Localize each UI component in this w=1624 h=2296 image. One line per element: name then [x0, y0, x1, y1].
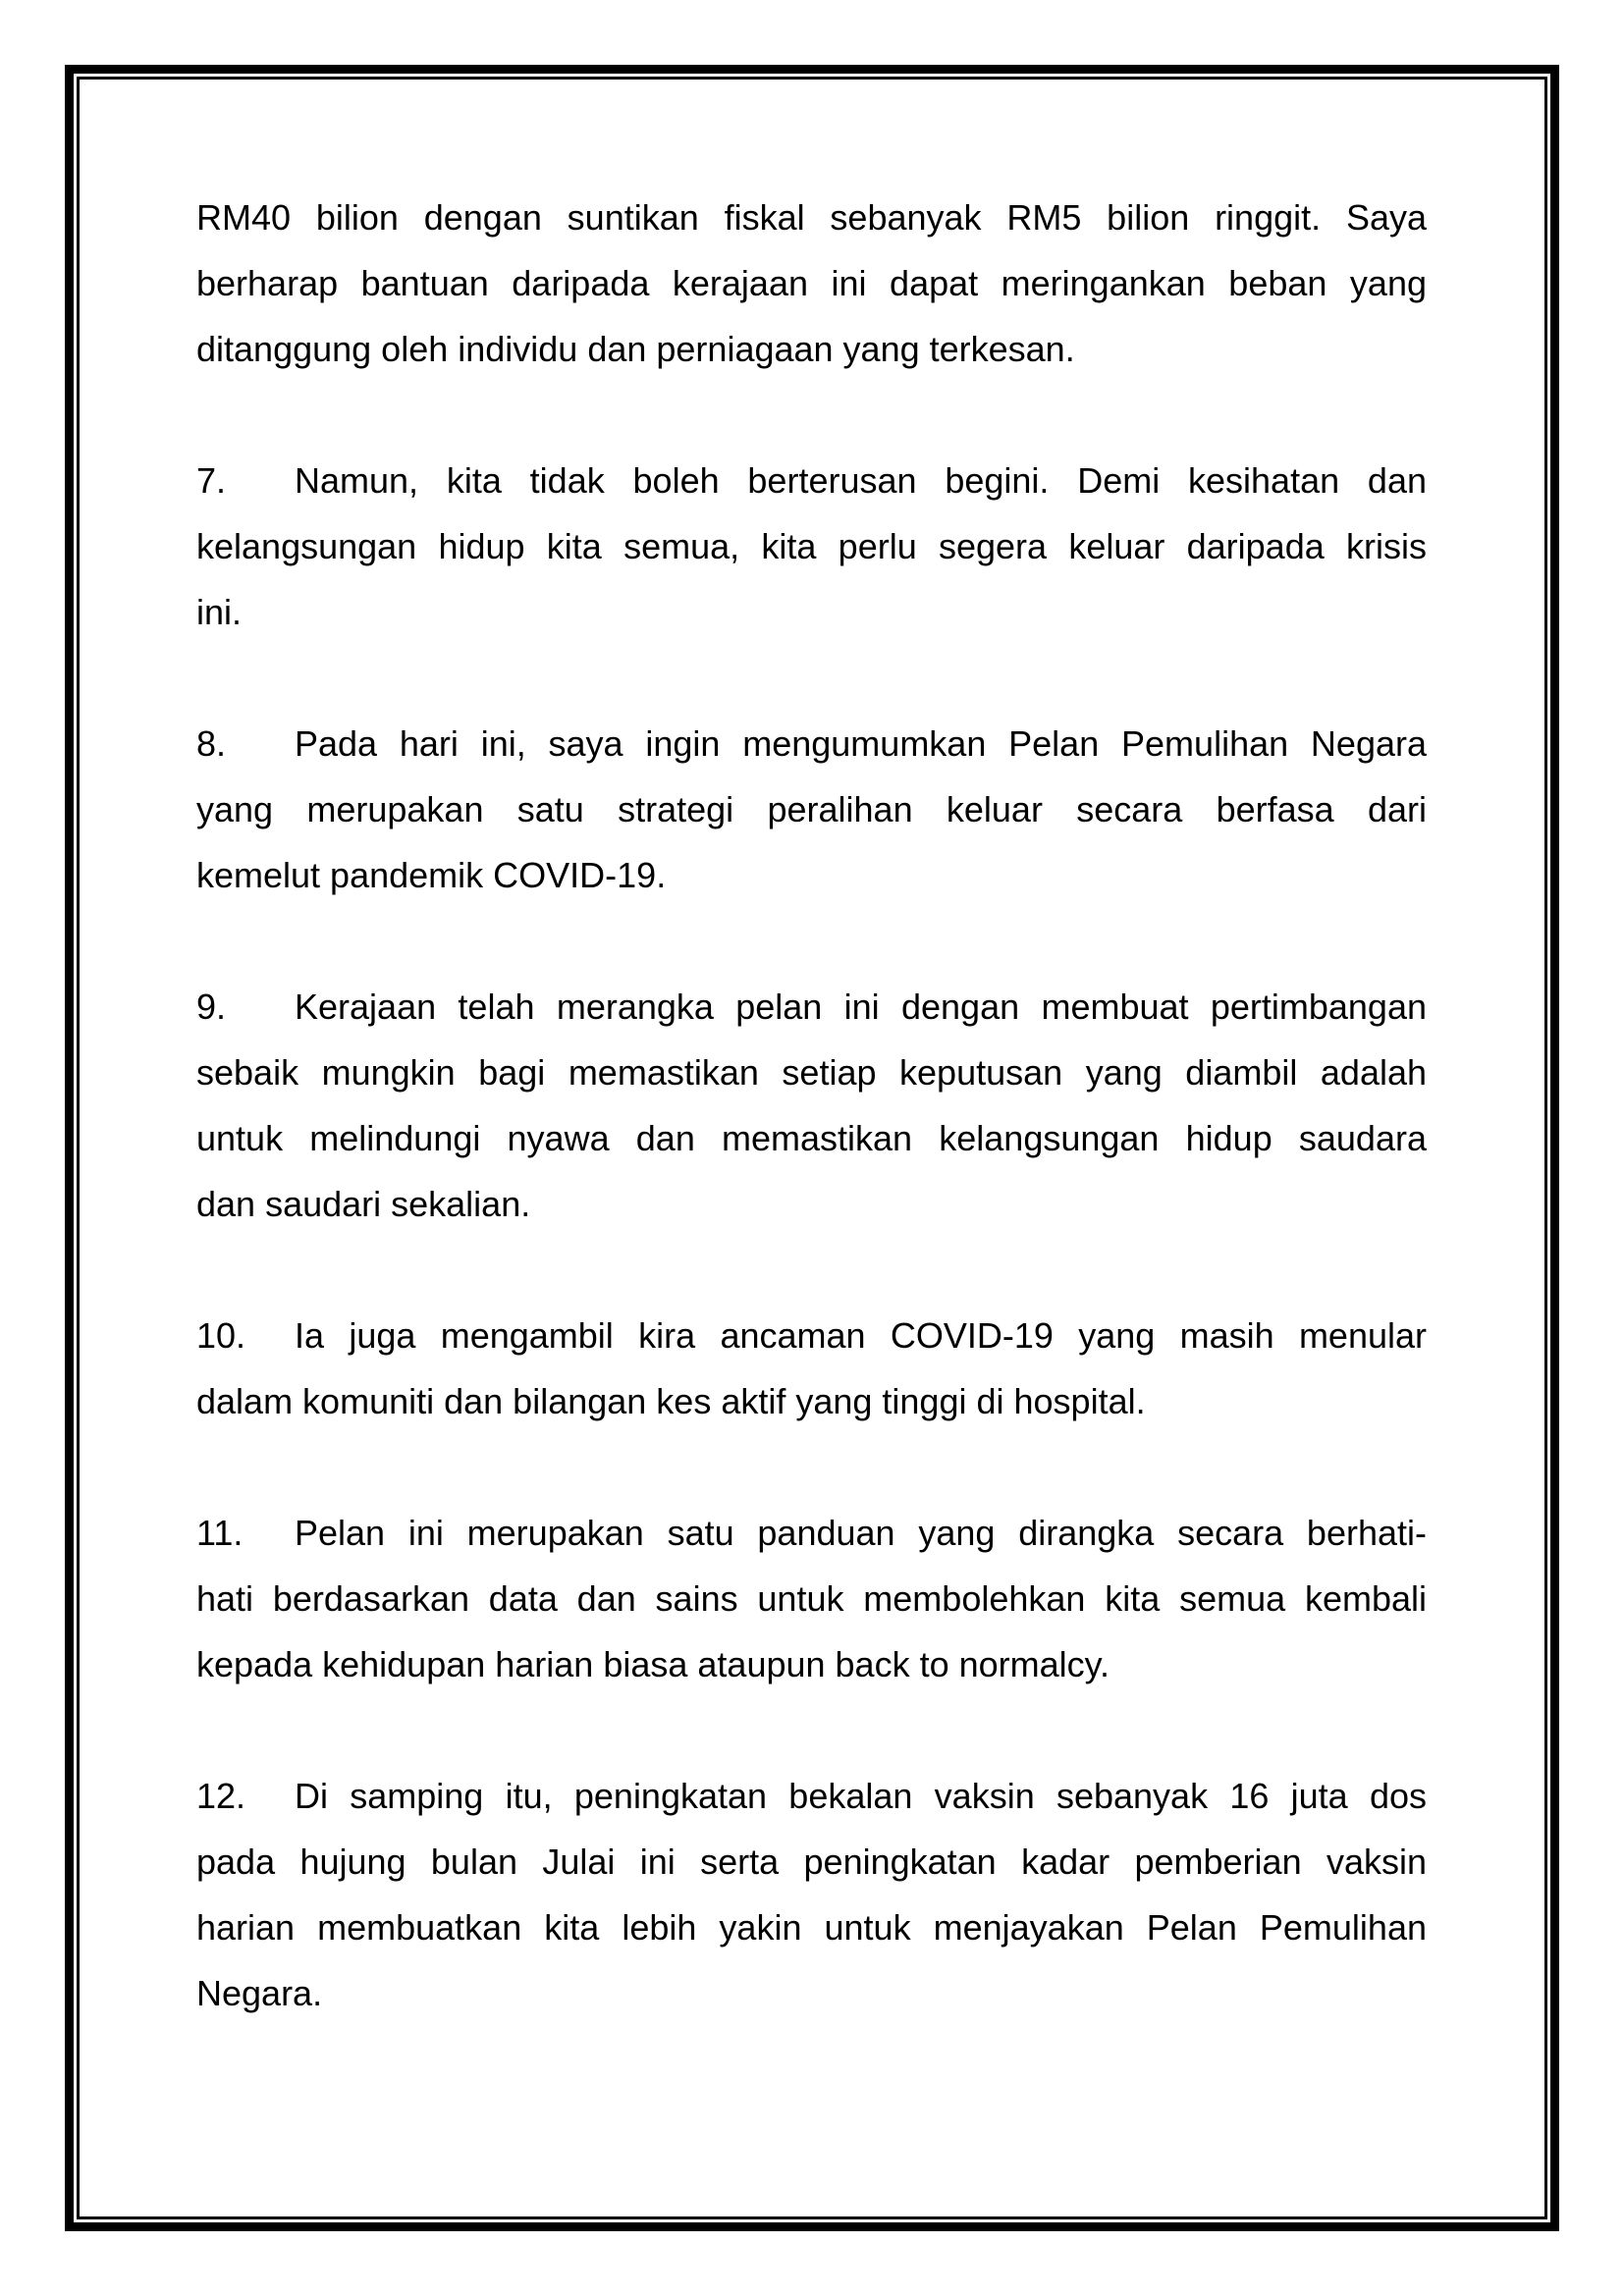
line-content: [196, 250, 1427, 316]
text-line: [196, 1368, 1427, 1434]
line-text: Negara.: [196, 1973, 323, 2013]
line-text: sebaik mungkin bagi memastikan setiap keputusan yang diambil adalah: [196, 1052, 1427, 1093]
line-text: kelangsungan hidup kita semua, kita perlu segera keluar daripada krisis: [196, 526, 1427, 566]
line-content: [196, 1631, 1110, 1697]
line-content: [196, 1895, 1427, 1960]
line-text: Namun, kita tidak boleh berterusan begini. Demi kesihatan dan: [295, 460, 1427, 501]
line-content: [196, 1829, 1427, 1895]
text-line: [196, 1829, 1427, 1895]
text-line: [196, 1303, 1427, 1368]
line-content: [196, 711, 1427, 776]
line-content: [196, 1763, 1427, 1829]
text-line: [196, 776, 1427, 842]
line-text: yang merupakan satu strategi peralihan keluar secara berfasa dari: [196, 789, 1427, 829]
line-text: ditanggung oleh individu dan perniagaan yang terkesan.: [196, 329, 1075, 369]
paragraph: [196, 711, 1427, 908]
line-text: berharap bantuan daripada kerajaan ini dapat meringankan beban yang: [196, 263, 1427, 303]
text-line: [196, 1040, 1427, 1105]
line-content: [196, 776, 1427, 842]
paragraph: [196, 1303, 1427, 1434]
paragraph-number: 8.: [196, 723, 227, 764]
paragraph-number: 11.: [196, 1513, 244, 1553]
line-text: RM40 bilion dengan suntikan fiskal sebanyak RM5 bilion ringgit. Saya: [196, 197, 1427, 238]
line-content: [196, 1040, 1427, 1105]
text-line: [196, 1500, 1427, 1566]
text-line: [196, 250, 1427, 316]
line-content: [196, 448, 1427, 513]
text-line: [196, 316, 1427, 382]
line-content: [196, 842, 666, 908]
text-line: [196, 1631, 1427, 1697]
paragraph: [196, 448, 1427, 645]
line-content: [196, 974, 1427, 1040]
text-line: [196, 1960, 1427, 2026]
line-content: [196, 1566, 1427, 1631]
line-text: kepada kehidupan harian biasa ataupun back to normalcy.: [196, 1644, 1110, 1684]
line-content: [196, 1368, 1146, 1434]
line-content: [196, 1171, 530, 1237]
line-text: Di samping itu, peningkatan bekalan vaksin sebanyak 16 juta dos: [295, 1776, 1427, 1816]
line-content: [196, 513, 1427, 579]
text-line: [196, 1895, 1427, 1960]
text-line: [196, 1105, 1427, 1171]
paragraph: [196, 1763, 1427, 2026]
text-line: [196, 185, 1427, 250]
line-content: [196, 185, 1427, 250]
line-text: pada hujung bulan Julai ini serta peningkatan kadar pemberian vaksin: [196, 1842, 1427, 1882]
paragraph-number: 10.: [196, 1315, 246, 1356]
line-text: hati berdasarkan data dan sains untuk membolehkan kita semua kembali: [196, 1578, 1427, 1619]
line-text: Kerajaan telah merangka pelan ini dengan membuat pertimbangan: [295, 987, 1427, 1027]
text-line: [196, 1763, 1427, 1829]
text-line: [196, 842, 1427, 908]
line-content: [196, 579, 242, 645]
line-text: dan saudari sekalian.: [196, 1184, 531, 1224]
line-text: ini.: [196, 592, 243, 632]
paragraph-number: 7.: [196, 460, 227, 501]
line-text: dalam komuniti dan bilangan kes aktif yang tinggi di hospital.: [196, 1381, 1146, 1421]
line-text: Pada hari ini, saya ingin mengumumkan Pelan Pemulihan Negara: [295, 723, 1427, 764]
line-text: Pelan ini merupakan satu panduan yang dirangka secara berhati-: [295, 1513, 1427, 1553]
text-line: [196, 711, 1427, 776]
line-content: [196, 1960, 322, 2026]
paragraph: [196, 1500, 1427, 1697]
text-line: [196, 579, 1427, 645]
paragraph-number: 12.: [196, 1776, 246, 1816]
line-content: [196, 1500, 1427, 1566]
text-line: [196, 1171, 1427, 1237]
line-text: harian membuatkan kita lebih yakin untuk menjayakan Pelan Pemulihan: [196, 1907, 1427, 1948]
text-line: [196, 448, 1427, 513]
paragraph-number: 9.: [196, 987, 227, 1027]
text-line: [196, 513, 1427, 579]
text-line: [196, 974, 1427, 1040]
document-body: [196, 185, 1427, 2092]
line-text: untuk melindungi nyawa dan memastikan kelangsungan hidup saudara: [196, 1118, 1427, 1158]
line-text: Ia juga mengambil kira ancaman COVID-19 yang masih menular: [295, 1315, 1427, 1356]
line-content: [196, 1303, 1427, 1368]
paragraph: [196, 974, 1427, 1237]
line-content: [196, 1105, 1427, 1171]
line-content: [196, 316, 1075, 382]
paragraph: [196, 185, 1427, 382]
line-text: kemelut pandemik COVID-19.: [196, 855, 667, 895]
text-line: [196, 1566, 1427, 1631]
